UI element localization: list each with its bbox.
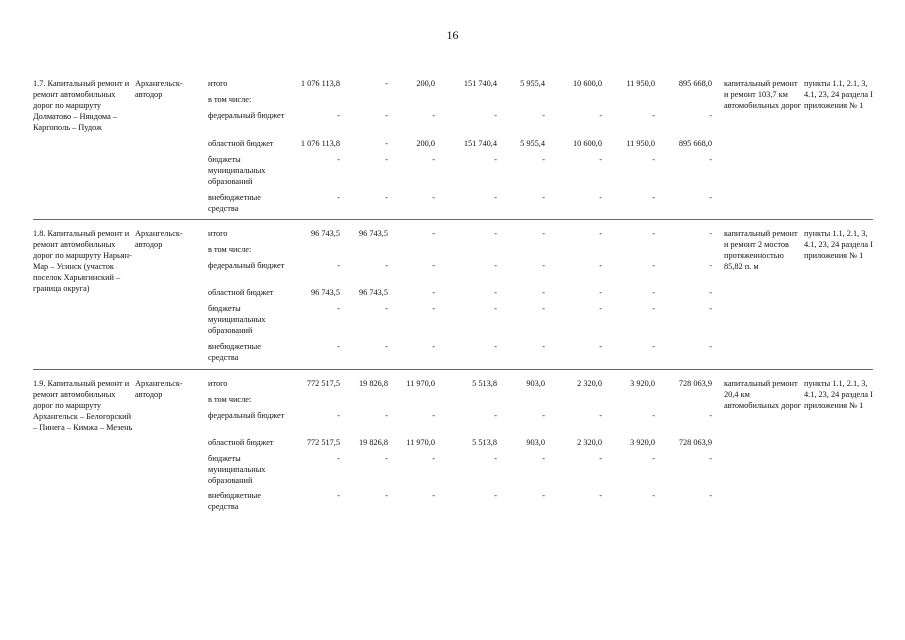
value-cell: 1 076 113,8 xyxy=(300,139,340,148)
value-cell: 96 743,5 xyxy=(358,288,388,297)
value-cell: 728 063,9 xyxy=(678,379,712,388)
value-cell: 11 950,0 xyxy=(626,79,655,88)
value-cell: 96 743,5 xyxy=(310,229,340,238)
value-cell: - xyxy=(599,229,602,238)
value-cell: - xyxy=(542,342,545,351)
source-label: федеральный бюджет xyxy=(208,261,285,270)
value-cell: 772 517,5 xyxy=(306,438,340,447)
value-cell: - xyxy=(494,193,497,202)
value-cell: 5 955,4 xyxy=(520,139,545,148)
value-cell: - xyxy=(652,193,655,202)
value-cell: 772 517,5 xyxy=(306,379,340,388)
value-cell: - xyxy=(709,261,712,270)
value-cell: - xyxy=(337,491,340,500)
value-cell: - xyxy=(385,261,388,270)
source-label: итого xyxy=(208,79,228,88)
source-label: бюджеты муниципальных образований xyxy=(208,304,266,335)
value-cell: - xyxy=(709,304,712,313)
value-cell: - xyxy=(599,342,602,351)
executor: Архангельск-автодор xyxy=(135,229,183,249)
value-cell: - xyxy=(599,288,602,297)
value-cell: 11 950,0 xyxy=(626,139,655,148)
source-label: в том числе: xyxy=(208,395,252,404)
value-cell: - xyxy=(599,411,602,420)
value-cell: - xyxy=(385,155,388,164)
value-cell: 200,0 xyxy=(416,79,435,88)
value-cell: - xyxy=(542,491,545,500)
value-cell: 895 668,0 xyxy=(678,79,712,88)
value-cell: - xyxy=(709,229,712,238)
value-cell: - xyxy=(709,411,712,420)
value-cell: - xyxy=(385,342,388,351)
value-cell: 151 740,4 xyxy=(463,139,497,148)
value-cell: - xyxy=(709,111,712,120)
value-cell: - xyxy=(432,491,435,500)
value-cell: - xyxy=(337,454,340,463)
value-cell: - xyxy=(542,288,545,297)
value-cell: 10 600,0 xyxy=(572,139,602,148)
value-cell: - xyxy=(599,454,602,463)
source-label: внебюджетные средства xyxy=(208,193,261,213)
value-cell: - xyxy=(599,193,602,202)
value-cell: - xyxy=(385,111,388,120)
value-cell: - xyxy=(432,454,435,463)
value-cell: - xyxy=(432,288,435,297)
value-cell: - xyxy=(709,342,712,351)
value-cell: 903,0 xyxy=(526,379,545,388)
value-cell: - xyxy=(494,155,497,164)
value-cell: - xyxy=(337,111,340,120)
value-cell: - xyxy=(709,454,712,463)
expected-result: капитальный ремонт 20,4 км автомобильных дорог xyxy=(724,379,802,410)
value-cell: - xyxy=(385,411,388,420)
reference: пункты 1.1, 2.1, 3, 4.1, 23, 24 раздела I приложения № 1 xyxy=(804,379,873,410)
value-cell: - xyxy=(652,411,655,420)
value-cell: - xyxy=(542,229,545,238)
source-label: бюджеты муниципальных образований xyxy=(208,454,266,485)
value-cell: 19 826,8 xyxy=(358,379,388,388)
value-cell: - xyxy=(337,193,340,202)
value-cell: - xyxy=(652,111,655,120)
value-cell: - xyxy=(599,261,602,270)
value-cell: - xyxy=(709,155,712,164)
value-cell: - xyxy=(432,261,435,270)
value-cell: 5 955,4 xyxy=(520,79,545,88)
value-cell: 5 513,8 xyxy=(472,438,497,447)
value-cell: - xyxy=(337,411,340,420)
project-title: 1.9. Капитальный ремонт и ремонт автомобильных дорог по маршруту Архангельск – Белогорский – Пинега – Кимжа – Мезень xyxy=(33,379,133,432)
source-label: бюджеты муниципальных образований xyxy=(208,155,266,186)
source-label: областной бюджет xyxy=(208,438,274,447)
value-cell: - xyxy=(542,304,545,313)
value-cell: - xyxy=(652,454,655,463)
value-cell: 2 320,0 xyxy=(577,379,602,388)
value-cell: - xyxy=(432,304,435,313)
source-label: внебюджетные средства xyxy=(208,491,261,511)
row-divider xyxy=(33,219,873,220)
value-cell: - xyxy=(494,454,497,463)
value-cell: 728 063,9 xyxy=(678,438,712,447)
value-cell: - xyxy=(432,155,435,164)
value-cell: 5 513,8 xyxy=(472,379,497,388)
value-cell: - xyxy=(385,491,388,500)
value-cell: - xyxy=(432,342,435,351)
value-cell: - xyxy=(385,454,388,463)
executor: Архангельск-автодор xyxy=(135,379,183,399)
value-cell: 96 743,5 xyxy=(310,288,340,297)
value-cell: - xyxy=(652,261,655,270)
value-cell: - xyxy=(494,304,497,313)
value-cell: - xyxy=(385,193,388,202)
value-cell: 3 920,0 xyxy=(630,379,655,388)
value-cell: - xyxy=(494,261,497,270)
value-cell: - xyxy=(494,342,497,351)
value-cell: - xyxy=(542,411,545,420)
value-cell: - xyxy=(652,491,655,500)
project-title: 1.7. Капитальный ремонт и ремонт автомобильных дорог по маршруту Долматово – Няндома – Каргополь – Пудож xyxy=(33,79,130,132)
value-cell: - xyxy=(337,155,340,164)
value-cell: - xyxy=(385,304,388,313)
value-cell: - xyxy=(652,304,655,313)
value-cell: - xyxy=(494,491,497,500)
value-cell: - xyxy=(599,491,602,500)
value-cell: - xyxy=(337,261,340,270)
value-cell: - xyxy=(709,288,712,297)
value-cell: 903,0 xyxy=(526,438,545,447)
source-label: в том числе: xyxy=(208,95,252,104)
value-cell: - xyxy=(652,229,655,238)
row-divider xyxy=(33,369,873,370)
value-cell: - xyxy=(337,342,340,351)
value-cell: 200,0 xyxy=(416,139,435,148)
value-cell: 11 970,0 xyxy=(406,379,435,388)
source-label: областной бюджет xyxy=(208,288,274,297)
value-cell: - xyxy=(542,454,545,463)
value-cell: - xyxy=(494,411,497,420)
reference: пункты 1.1, 2.1, 3, 4.1, 23, 24 раздела I приложения № 1 xyxy=(804,79,873,110)
value-cell: - xyxy=(599,304,602,313)
value-cell: - xyxy=(385,139,388,148)
value-cell: 2 320,0 xyxy=(577,438,602,447)
value-cell: - xyxy=(709,193,712,202)
value-cell: 96 743,5 xyxy=(358,229,388,238)
value-cell: - xyxy=(542,111,545,120)
value-cell: - xyxy=(494,229,497,238)
source-label: в том числе: xyxy=(208,245,252,254)
value-cell: - xyxy=(542,261,545,270)
page-number: 16 xyxy=(446,28,459,42)
value-cell: - xyxy=(652,155,655,164)
value-cell: - xyxy=(385,79,388,88)
value-cell: - xyxy=(432,111,435,120)
value-cell: - xyxy=(494,111,497,120)
value-cell: - xyxy=(432,229,435,238)
value-cell: 895 668,0 xyxy=(678,139,712,148)
expected-result: капитальный ремонт и ремонт 2 мостов протяженностью 85,82 п. м xyxy=(724,229,798,271)
value-cell: - xyxy=(652,342,655,351)
value-cell: 1 076 113,8 xyxy=(300,79,340,88)
value-cell: 19 826,8 xyxy=(358,438,388,447)
executor: Архангельск-автодор xyxy=(135,79,183,99)
source-label: областной бюджет xyxy=(208,139,274,148)
expected-result: капитальный ремонт и ремонт 103,7 км автомобильных дорог xyxy=(724,79,802,110)
value-cell: - xyxy=(652,288,655,297)
value-cell: - xyxy=(432,411,435,420)
source-label: внебюджетные средства xyxy=(208,342,261,362)
project-title: 1.8. Капитальный ремонт и ремонт автомобильных дорог по маршруту Нарьян-Мар – Усинск (участок поселок Харьягинский – граница округа) xyxy=(33,229,132,293)
value-cell: 10 600,0 xyxy=(572,79,602,88)
value-cell: 11 970,0 xyxy=(406,438,435,447)
value-cell: - xyxy=(599,155,602,164)
source-label: федеральный бюджет xyxy=(208,111,285,120)
value-cell: - xyxy=(599,111,602,120)
source-label: итого xyxy=(208,229,228,238)
value-cell: - xyxy=(709,491,712,500)
value-cell: - xyxy=(337,304,340,313)
value-cell: - xyxy=(542,155,545,164)
value-cell: - xyxy=(494,288,497,297)
source-label: федеральный бюджет xyxy=(208,411,285,420)
reference: пункты 1.1, 2.1, 3, 4.1, 23, 24 раздела I приложения № 1 xyxy=(804,229,873,260)
value-cell: 151 740,4 xyxy=(463,79,497,88)
value-cell: - xyxy=(432,193,435,202)
value-cell: 3 920,0 xyxy=(630,438,655,447)
value-cell: - xyxy=(542,193,545,202)
source-label: итого xyxy=(208,379,228,388)
